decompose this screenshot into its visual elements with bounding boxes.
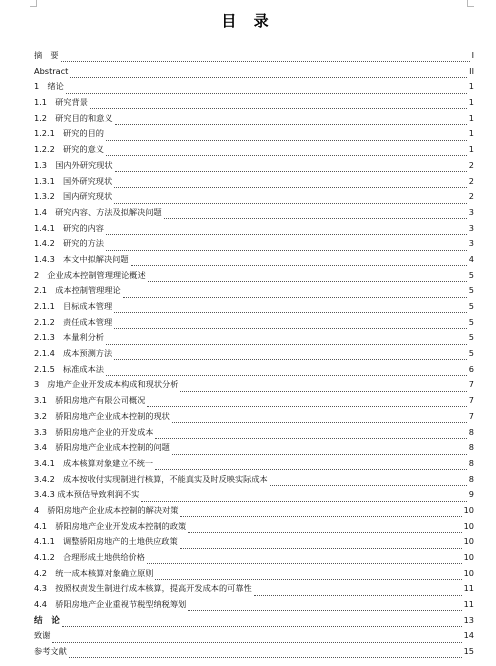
toc-entry[interactable] [34, 425, 474, 441]
dot-leader [180, 506, 461, 517]
dot-leader [180, 538, 462, 549]
toc-entry-label: Abstract [34, 65, 69, 76]
toc-entry[interactable] [34, 393, 474, 409]
toc-entry-label: 4.4 骄阳房地产企业重视节税型纳税筹划 [34, 599, 187, 610]
dot-leader [66, 83, 467, 94]
toc-entry[interactable] [34, 362, 474, 378]
toc-entry-label: 3.4.1 成本核算对象建立不统一 [34, 457, 154, 468]
toc-entry-label: 3 房地产企业开发成本构成和现状分析 [34, 379, 179, 390]
dot-leader [141, 491, 466, 502]
toc-entry-label: 2.1 成本控制管理理论 [34, 285, 121, 296]
toc-entry-page: 5 [468, 348, 474, 359]
toc-entry[interactable] [34, 487, 474, 503]
toc-entry-page: 6 [468, 363, 474, 374]
toc-entry[interactable] [34, 503, 474, 519]
dot-leader [155, 428, 466, 439]
toc-entry-label: 2 企业成本控制管理理论概述 [34, 269, 146, 280]
toc-entry-page: I [471, 50, 474, 60]
toc-entry-page: 1 [468, 144, 474, 155]
toc-entry-label: 3.1 骄阳房地产有限公司概况 [34, 395, 146, 406]
toc-entry-label: 1.4.2 研究的方法 [34, 238, 104, 249]
toc-entry-label: 3.4.3 成本预估导致利润不实 [34, 489, 140, 500]
dot-leader [147, 396, 467, 407]
toc-entry[interactable] [34, 550, 474, 566]
toc-entry[interactable] [34, 440, 474, 456]
dot-leader [172, 444, 467, 455]
toc-entry[interactable] [34, 189, 474, 205]
toc-entry-label: 2.1.2 责任成本管理 [34, 316, 113, 327]
toc-entry[interactable] [34, 581, 474, 597]
toc-entry[interactable] [34, 221, 474, 237]
dot-leader [106, 130, 467, 141]
dot-leader [62, 616, 462, 627]
dot-leader [188, 522, 461, 533]
toc-entry-page: 11 [463, 599, 474, 610]
toc-entry-page: 8 [468, 473, 474, 484]
toc-entry-page: 13 [463, 614, 474, 625]
toc-entry-label: 3.4.2 成本按收付实现制进行核算，不能真实及时反映实际成本 [34, 473, 268, 484]
toc-entry[interactable] [34, 644, 474, 660]
toc-entry-page: 3 [468, 238, 474, 249]
toc-entry-page: 15 [463, 646, 474, 657]
dot-leader [106, 365, 467, 376]
toc-entry[interactable] [34, 158, 474, 174]
dot-leader [148, 271, 467, 282]
toc-entry-page: 3 [468, 206, 474, 217]
toc-entry-page: 5 [468, 301, 474, 311]
toc-entry-label: 结 论 [34, 615, 60, 626]
toc-entry-page: 9 [468, 489, 474, 500]
toc-entry[interactable] [34, 48, 474, 64]
corner-crop-mark [30, 0, 37, 7]
dot-leader [114, 177, 467, 188]
dot-leader [164, 208, 467, 219]
toc-entry-label: 致谢 [34, 630, 51, 641]
toc-title: 目 录 [221, 12, 275, 30]
dot-leader [90, 98, 467, 109]
toc-entry-page: 3 [468, 222, 474, 233]
toc-entry-label: 1.4 研究内容、方法及拟解决问题 [34, 206, 162, 217]
toc-entry-label: 1.2 研究目的和意义 [34, 112, 113, 123]
toc-entry[interactable] [34, 613, 474, 629]
dot-leader [106, 224, 467, 235]
toc-entry[interactable] [34, 597, 474, 613]
toc-entry[interactable] [34, 64, 474, 80]
toc-entry-page: 5 [468, 285, 474, 296]
dot-leader [114, 302, 467, 313]
dot-leader [61, 51, 470, 62]
toc-entry-page: 7 [468, 395, 474, 406]
toc-entry-page: 1 [468, 97, 474, 108]
toc-entry-page: 2 [468, 175, 474, 186]
toc-entry-label: 3.4 骄阳房地产企业成本控制的问题 [34, 442, 170, 453]
toc-entry[interactable] [34, 566, 474, 582]
toc-entry[interactable] [34, 534, 474, 550]
toc-entry-page: 10 [463, 520, 474, 531]
toc-entry[interactable] [34, 330, 474, 346]
toc-entry-page: 7 [468, 379, 474, 390]
dot-leader [69, 647, 462, 658]
toc-entry[interactable] [34, 299, 474, 315]
corner-crop-mark [467, 0, 474, 7]
dot-leader [147, 553, 462, 564]
toc-entry[interactable] [34, 628, 474, 644]
toc-entry-page: 10 [463, 536, 474, 547]
toc-entry-page: 4 [468, 253, 474, 264]
toc-entry-page: 2 [468, 191, 474, 202]
toc-entry-label: 2.1.1 目标成本管理 [34, 301, 113, 311]
toc-entry-label: 1.4.3 本文中拟解决问题 [34, 253, 129, 264]
toc-entry-page: 8 [468, 457, 474, 468]
toc-entry-page: 8 [468, 426, 474, 437]
toc-entry[interactable] [34, 409, 474, 425]
dot-leader [106, 240, 467, 251]
toc-entry-page: 5 [468, 316, 474, 327]
toc-entry-label: 4.1.2 合理形成土地供给价格 [34, 552, 145, 562]
dot-leader [70, 67, 467, 78]
dot-leader [172, 412, 467, 423]
toc-entry[interactable] [34, 236, 474, 252]
toc-entry-label: 1.3.2 国内研究现状 [34, 191, 113, 202]
toc-entry-label: 2.1.3 本量利分析 [34, 332, 104, 343]
toc-entry[interactable] [34, 268, 474, 284]
toc-entry[interactable] [34, 126, 474, 142]
toc-entry-label: 4.2 统一成本核算对象确立原则 [34, 567, 154, 578]
toc-entry-label: 3.2 骄阳房地产企业成本控制的现状 [34, 410, 170, 421]
dot-leader [155, 459, 467, 470]
dot-leader [115, 161, 467, 172]
toc-entry[interactable] [34, 142, 474, 158]
dot-leader [106, 334, 467, 345]
dot-leader [114, 193, 467, 204]
toc-entry-label: 4 骄阳房地产企业成本控制的解决对策 [34, 504, 179, 515]
dot-leader [52, 632, 461, 643]
toc-entry-page: 2 [468, 159, 474, 170]
toc-entry-label: 4.1 骄阳房地产企业开发成本控制的政策 [34, 520, 187, 531]
toc-entry-page: 10 [463, 504, 474, 515]
toc-entry[interactable] [34, 377, 474, 393]
toc-entry-page: II [469, 65, 474, 76]
dot-leader [180, 381, 466, 392]
dot-leader [270, 475, 467, 486]
toc-entry-page: 7 [468, 410, 474, 421]
dot-leader [188, 600, 461, 611]
toc-entry-label: 1.3 国内外研究现状 [34, 159, 113, 170]
toc-entry-page: 14 [463, 630, 474, 641]
toc-entry[interactable] [34, 111, 474, 127]
toc-entry-label: 4.1.1 调整骄阳房地产的土地供应政策 [34, 536, 178, 547]
toc-entry[interactable] [34, 315, 474, 331]
toc-entry-label: 参考文献 [34, 646, 67, 657]
toc-entry[interactable] [34, 79, 474, 95]
dot-leader [155, 569, 461, 580]
toc-entry-label: 1 绪论 [34, 81, 64, 92]
dot-leader [254, 585, 462, 596]
dot-leader [115, 114, 467, 125]
toc-entry-label: 1.2.1 研究的目的 [34, 128, 104, 139]
toc-entry[interactable] [34, 174, 474, 190]
toc-entry-label: 1.1 研究背景 [34, 97, 88, 108]
toc-entry-page: 1 [468, 112, 474, 123]
toc-entry[interactable] [34, 519, 474, 535]
toc-entry[interactable] [34, 252, 474, 268]
toc-entry-label: 1.4.1 研究的内容 [34, 222, 104, 233]
toc-entry-label: 2.1.5 标准成本法 [34, 363, 104, 374]
toc-entry-label: 1.3.1 国外研究现状 [34, 175, 113, 186]
dot-leader [114, 318, 467, 329]
dot-leader [114, 349, 467, 360]
toc-entry[interactable] [34, 456, 474, 472]
toc-entry-page: 5 [468, 269, 474, 280]
toc-entry-label: 1.2.2 研究的意义 [34, 144, 104, 155]
dot-leader [106, 145, 467, 156]
toc-entry[interactable] [34, 472, 474, 488]
toc-entry[interactable] [34, 283, 474, 299]
toc-entry-page: 5 [468, 332, 474, 343]
toc-entry-label: 4.3 按照权责发生制进行成本核算，提高开发成本的可靠性 [34, 583, 252, 594]
toc-entry[interactable] [34, 346, 474, 362]
toc-entry-page: 1 [468, 128, 474, 139]
toc-entry-page: 10 [463, 567, 474, 578]
toc-entry-label: 2.1.4 成本预测方法 [34, 348, 113, 359]
dot-leader [123, 287, 467, 298]
toc-entry-label: 摘 要 [34, 50, 59, 60]
dot-leader [131, 255, 467, 266]
toc-entry-page: 11 [463, 583, 474, 594]
toc-entry-page: 10 [463, 552, 474, 562]
toc-entry-label: 3.3 骄阳房地产企业的开发成本 [34, 426, 154, 437]
toc-entry[interactable] [34, 95, 474, 111]
toc-list [34, 48, 474, 660]
toc-entry-page: 1 [468, 81, 474, 92]
toc-entry-page: 8 [468, 442, 474, 453]
toc-entry[interactable] [34, 205, 474, 221]
